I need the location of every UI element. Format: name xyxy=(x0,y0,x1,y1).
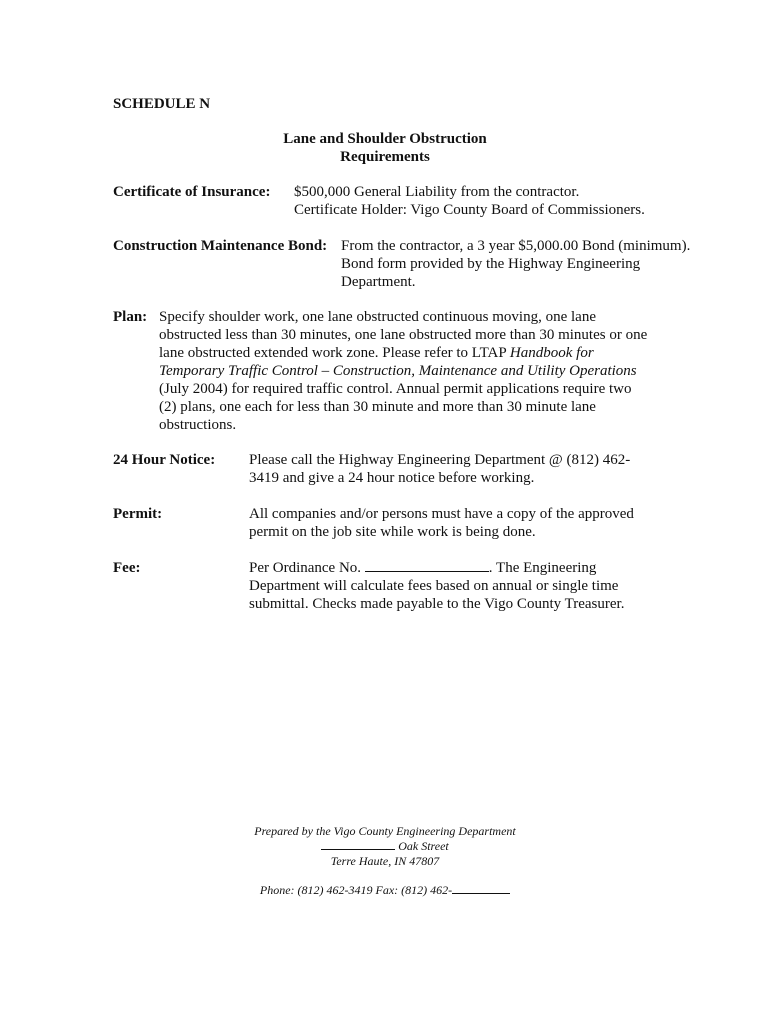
notice-line-1: Please call the Highway Engineering Department @ (812) 462- xyxy=(249,452,631,468)
plan-line-2: obstructed less than 30 minutes, one lane obstructed more than 30 minutes or one xyxy=(159,327,648,343)
bond-line-2: Bond form provided by the Highway Engineering xyxy=(341,256,641,272)
footer-block xyxy=(235,824,535,898)
fee-line-2: Department will calculate fees based on annual or single time xyxy=(249,578,619,594)
notice-label: 24 Hour Notice: xyxy=(113,452,216,468)
schedule-label: SCHEDULE N xyxy=(113,96,211,112)
plan-line-7: obstructions. xyxy=(159,417,237,433)
plan-line-1: Specify shoulder work, one lane obstructed continuous moving, one lane xyxy=(159,309,596,325)
footer-phone-fax: Phone: (812) 462-3419 Fax: (812) 462- xyxy=(259,883,453,897)
permit-line-1: All companies and/or persons must have a copy of the approved xyxy=(249,506,634,522)
certificate-line-1: $500,000 General Liability from the contractor. xyxy=(294,184,580,200)
footer-phone-line xyxy=(235,883,535,898)
plan-line-3 xyxy=(159,344,647,362)
fee-line-3: submittal. Checks made payable to the Vigo County Treasurer. xyxy=(249,596,625,612)
fee-line-1-end: . The Engineering xyxy=(488,560,597,576)
ordinance-number-blank xyxy=(365,559,489,572)
fee-text xyxy=(249,559,624,613)
fee-ordinance-text: Per Ordinance No. xyxy=(249,560,365,576)
document-title xyxy=(260,130,510,166)
plan-line-6: (2) plans, one each for less than 30 minute and more than 30 minute lane xyxy=(159,399,596,415)
footer-street-line xyxy=(235,839,535,854)
title-line-2: Requirements xyxy=(340,149,430,165)
certificate-text xyxy=(294,183,645,219)
certificate-label: Certificate of Insurance: xyxy=(113,184,271,200)
fee-label: Fee: xyxy=(113,560,141,576)
handbook-title-rest: Temporary Traffic Control – Construction, Maintenance and Utility Operations xyxy=(159,363,637,379)
permit-text xyxy=(249,505,634,541)
bond-label: Construction Maintenance Bond: xyxy=(113,238,328,254)
notice-text xyxy=(249,451,630,487)
plan-line-5: (July 2004) for required traffic control. Annual permit applications require two xyxy=(159,381,632,397)
bond-text xyxy=(341,237,690,291)
plan-line-3-text: lane obstructed extended work zone. Please refer to LTAP xyxy=(159,345,510,361)
permit-line-2: permit on the job site while work is being done. xyxy=(249,524,536,540)
fee-line-1 xyxy=(249,559,624,577)
plan-label: Plan: xyxy=(113,309,148,325)
certificate-line-2: Certificate Holder: Vigo County Board of Commissioners. xyxy=(294,202,645,218)
notice-line-2: 3419 and give a 24 hour notice before working. xyxy=(249,470,535,486)
bond-line-3: Department. xyxy=(341,274,416,290)
footer-city: Terre Haute, IN 47807 xyxy=(330,854,440,868)
footer-street: Oak Street xyxy=(398,839,449,853)
permit-label: Permit: xyxy=(113,506,163,522)
title-line-1: Lane and Shoulder Obstruction xyxy=(283,131,487,147)
handbook-title-start: Handbook for xyxy=(509,345,594,361)
plan-text xyxy=(159,308,647,434)
footer-prepared-by: Prepared by the Vigo County Engineering Department xyxy=(254,824,516,838)
fax-number-blank xyxy=(452,883,510,894)
bond-line-1: From the contractor, a 3 year $5,000.00 Bond (minimum). xyxy=(341,238,691,254)
street-number-blank xyxy=(321,839,395,850)
